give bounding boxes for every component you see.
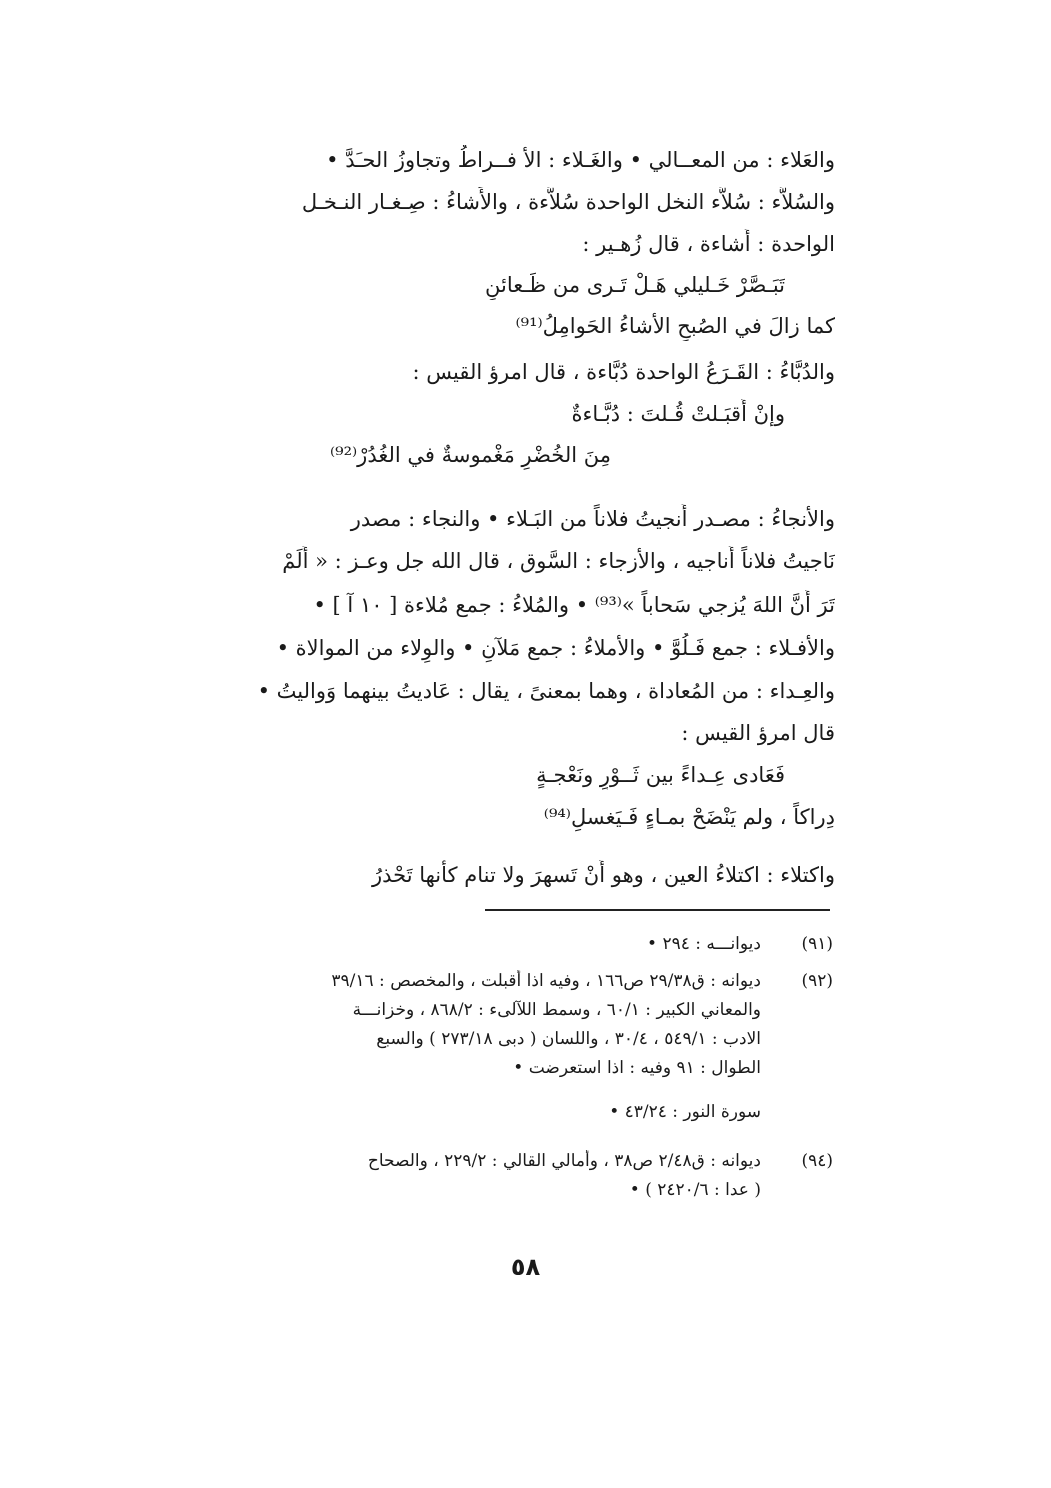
body-line: والعِـداء : من المُعاداة ، وهما بمعنىً ، يقال : عَاديتُ بينهما وَواليتُ •	[257, 679, 835, 703]
body-line: نَاجيتُ فلاناً أُناجيه ، والأزجاء : السَّوق ، قال الله جل وعـز : « أَلَمْ	[282, 549, 835, 573]
footnote-number: (٩٤)	[801, 1151, 833, 1171]
footnote-number: (٩٢)	[801, 971, 833, 991]
body-line: قال امرؤ القيس :	[681, 721, 835, 745]
body-line: والسُلاَّء : سُلاَّء النخل الواحدة سُلاَّءة ، والأَشاءُ : صِـغـار النـخـل	[301, 190, 835, 214]
footnote-line: الطوال : ٩١ وفيه : اذا استعرضت •	[513, 1058, 761, 1078]
footnote-line: ( عدا : ٢٤٢٠/٦ ) •	[629, 1180, 761, 1200]
footnote-divider	[485, 909, 830, 911]
body-line: تَرَ أَنَّ اللهَ يُزجي سَحاباً »⁽⁹³⁾ • والمُلاءُ : جمع مُلاءة [ ١٠ آ ] •	[313, 593, 835, 617]
verse-line: كما زالَ في الصُبحِ الأشاءُ الحَوامِلُ⁽⁹¹⁾	[515, 314, 835, 338]
footnote-line: سورة النور : ٤٣/٢٤ •	[609, 1102, 761, 1122]
body-line: واكتلاء : اكتلاءُ العين ، وهو أَنْ تَسهرَ ولا تنام كأنها تَحْذرُ	[371, 863, 835, 887]
page-number: ٥٨	[510, 1253, 541, 1281]
body-line: والأنجاءُ : مصـدر أَنجيتُ فلاناً من البَـلاء • والنجاء : مصدر	[350, 507, 835, 531]
body-line: والأفـلاء : جمع فَـلُوَّ • والأملاءُ : جمع مَلآنِ • والوِلاء من الموالاة •	[276, 636, 835, 660]
footnote-line: ديوانه : ق٢٩/٣٨ ص١٦٦ ، وفيه اذا أقبلت ، والمخصص : ٣٩/١٦	[331, 971, 761, 991]
body-line: والدُبَّاءُ : القَـرَعُ الواحدة دُبَّاءة ، قال امرؤ القيس :	[412, 360, 835, 384]
footnote-line: ديوانه : ق٢/٤٨ ص٣٨ ، وأمالي القالي : ٢٢٩/٢ ، والصحاح	[367, 1151, 761, 1171]
verse-line: تَبَـصَّرْ خَـليلي هَـلْ تَـرى من ظَـعائنٍ	[485, 273, 785, 297]
verse-line: دِراكاً ، ولم يَنْضَحْ بمـاءٍ فَـيَغسلِ⁽⁹⁴⁾	[543, 805, 835, 829]
verse-line: مِنَ الخُضْرِ مَغْموسةٌ في الغُدُرْ⁽⁹²⁾	[330, 443, 611, 467]
verse-line: فَعَادى عِـداءً بين ثَــوْرٍ ونَعْجـةٍ	[536, 763, 785, 787]
body-line: والعَلاء : من المعــالي • والغَـلاء : الأ فــراطُ وتجاوزُ الحـَدَّ •	[326, 148, 835, 172]
footnote-number: (٩١)	[801, 934, 833, 954]
verse-line: وإنْ أَقبَـلتْ قُـلتَ : دُبَّـاءةٌ	[571, 402, 785, 426]
footnote-line: ديوانـــه : ٢٩٤ •	[647, 934, 761, 954]
footnote-line: والمعاني الكبير : ٦٠/١ ، وسمط اللآلىء : ٨٦٨/٢ ، وخزانـــة	[352, 1000, 761, 1020]
footnote-line: الادب : ٥٤٩/١ ، ٣٠/٤ ، واللسان ( دبى ٢٧٣/١٨ ) والسبع	[376, 1029, 761, 1049]
body-line: الواحدة : أَشاءة ، قال زُهـير :	[582, 232, 835, 256]
